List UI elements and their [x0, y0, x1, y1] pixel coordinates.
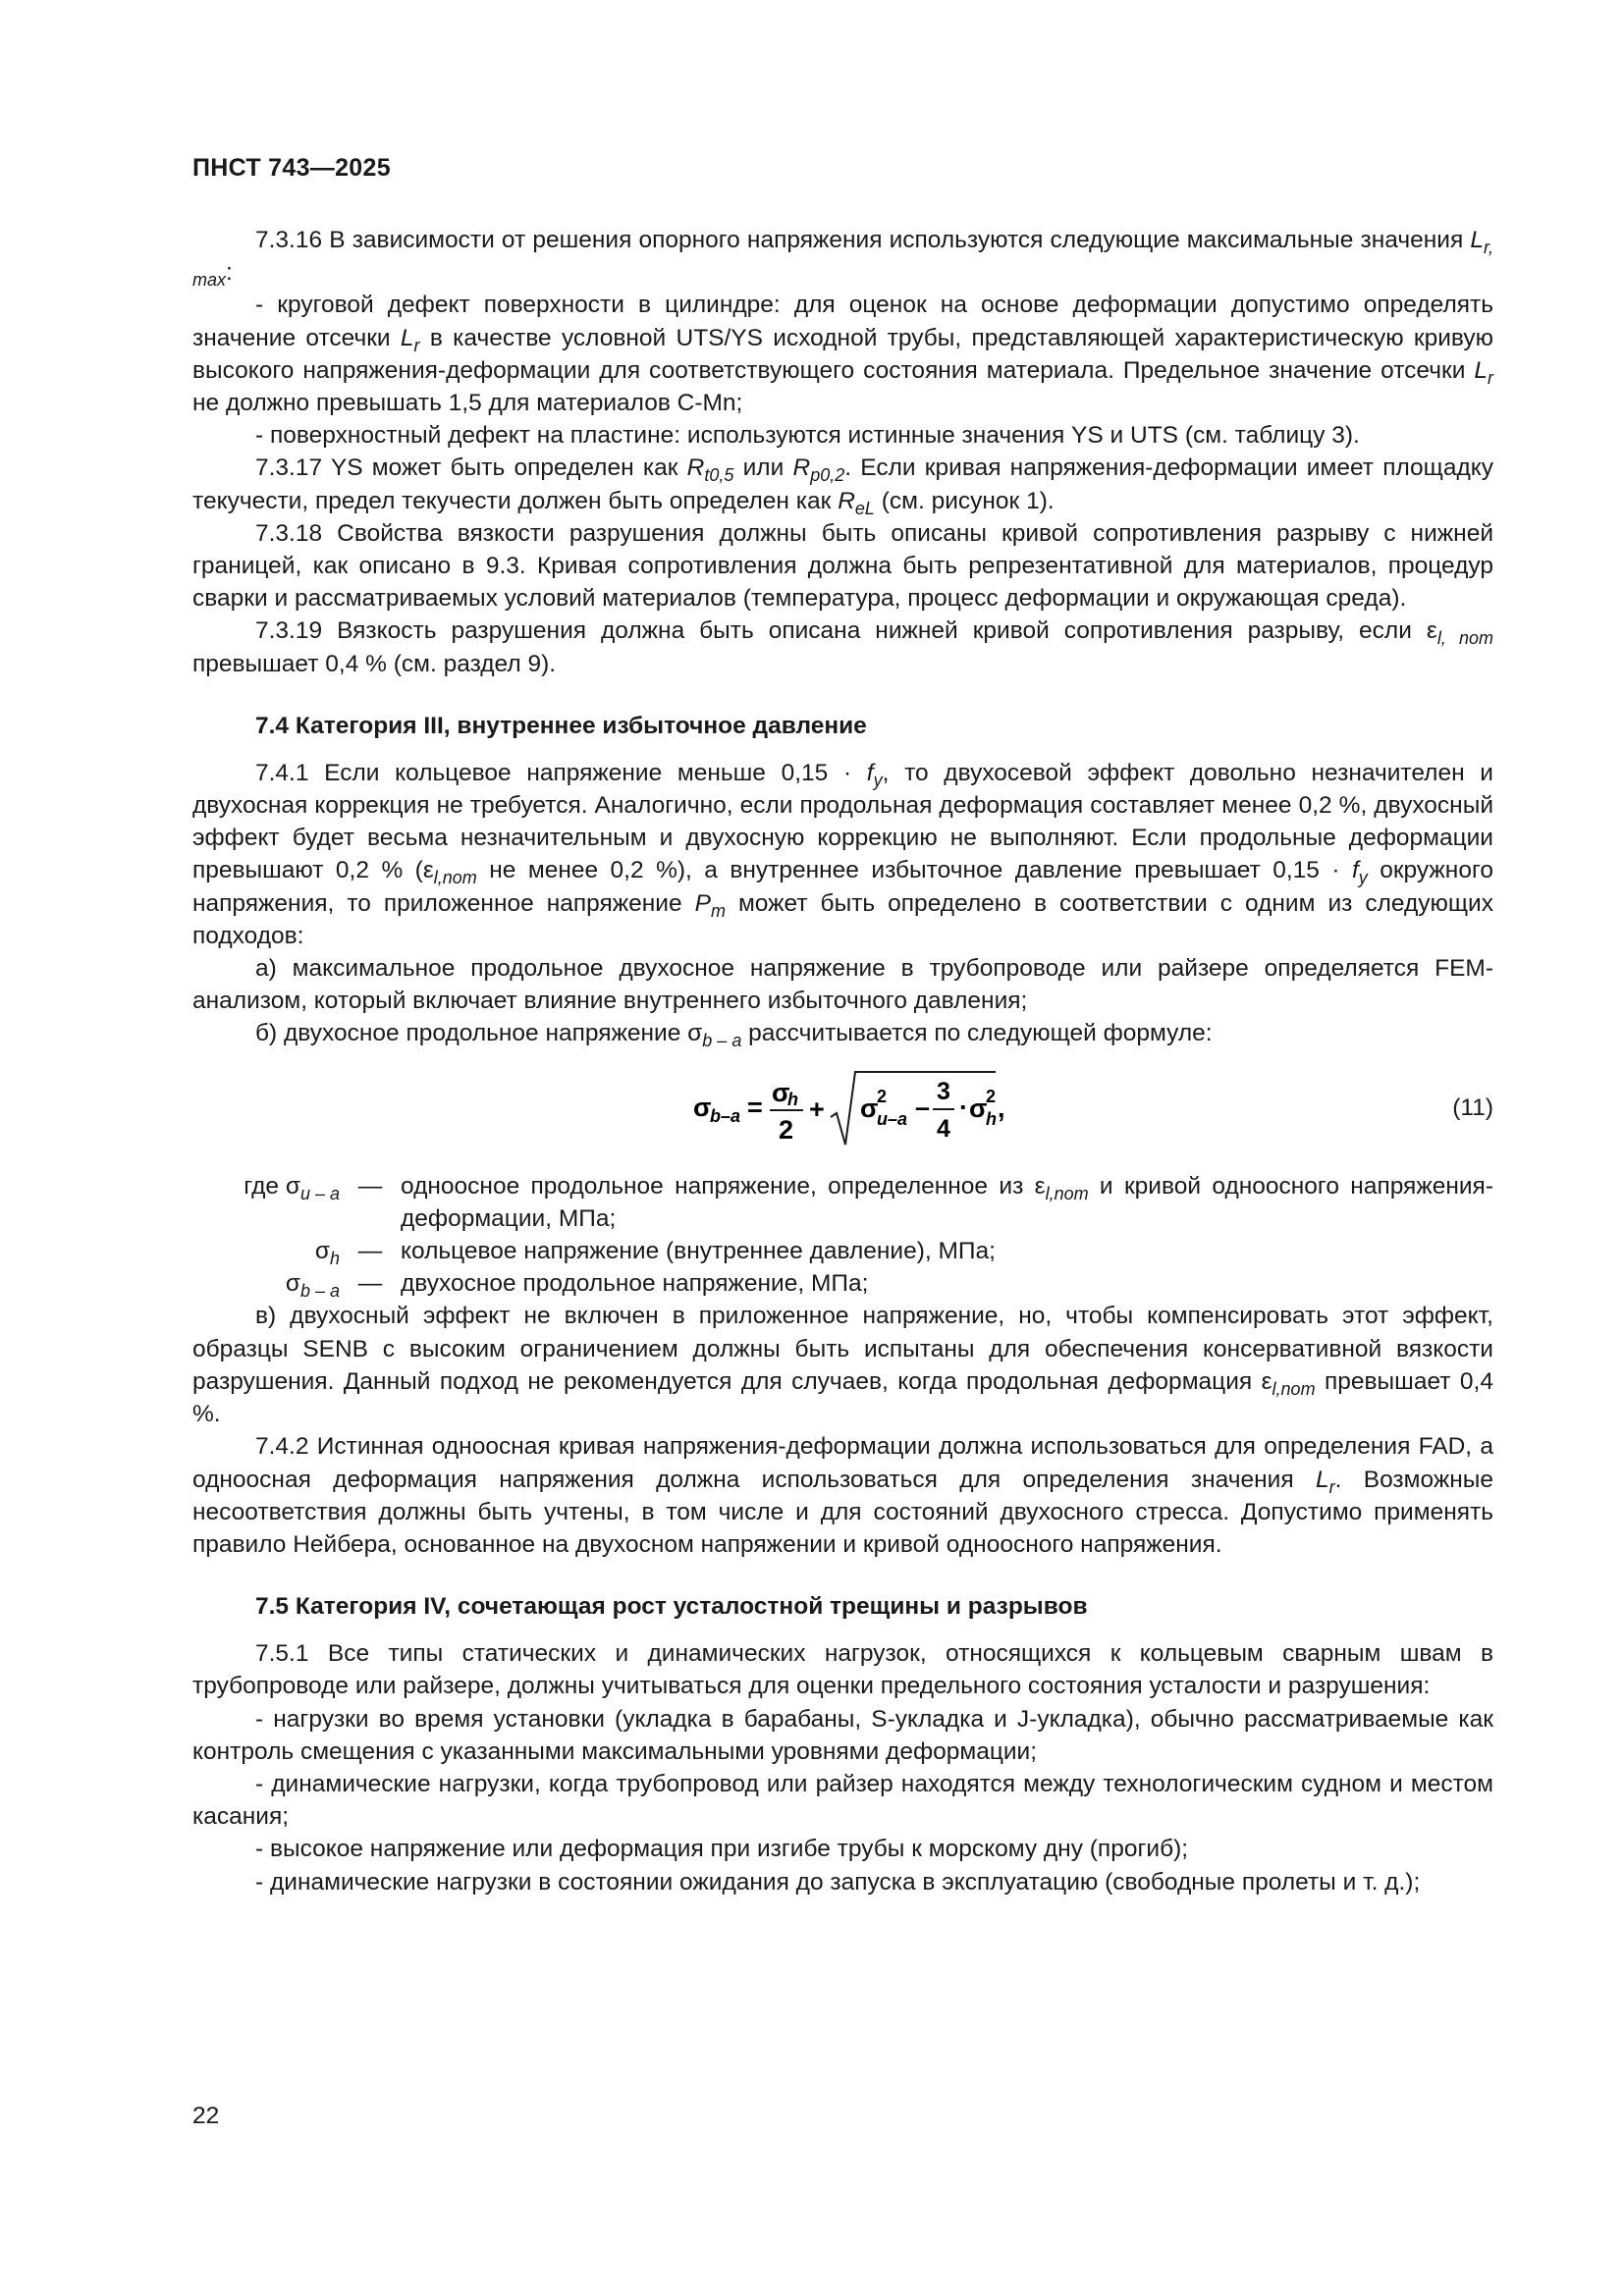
list-item-waiting-loads: - динамические нагрузки в состоянии ожидания до запуска в эксплуатацию (свободные пролеты и т. д.); — [255, 1868, 1421, 1896]
paragraph-7-3-16: 7.3.16 В зависимости от решения опорного напряжения используются следующие максимальные значения $L_{r, max}$: — [192, 227, 1493, 291]
where-explanations — [192, 1170, 1493, 1301]
section-heading-7-4: 7.4 Категория III, внутреннее избыточное давление — [255, 712, 867, 739]
formula-dot: · — [959, 1092, 968, 1122]
document-header: ПНСТ 743—2025 — [192, 154, 391, 182]
paragraph-7-3-18: 7.3.18 Свойства вязкости разрушения должны быть описаны кривой сопротивления разрыву с нижней границей, как описано в 9.3. Кривая сопротивления должна быть репрезентативной для материалов, процедур сварки и рассматриваемых условий материалов (температура, процесс деформации и окружающая среда). — [192, 519, 1493, 613]
formula-plus: + — [809, 1094, 825, 1124]
formula-lhs-sigma: σ — [693, 1092, 712, 1122]
formula-number: (11) — [1452, 1094, 1493, 1121]
list-item-c: в) двухосный эффект не включен в приложенное напряжение, но, чтобы компенсировать этот эффект, образцы SENB с высоким ограничением должны быть испытаны для обеспечения консервативной вязкости разрушения. Данный подход не рекомендуется для случаев, когда продольная деформация $\varepsilon_{l,nom}$ превышает 0,4 %. — [192, 1303, 1493, 1428]
formula-sigma-h-sub: h — [986, 1108, 997, 1129]
formula-denominator: 2 — [779, 1114, 794, 1145]
bullet-surface-defect: - поверхностный дефект на пластине: используются истинные значения YS и UTS (см. таблицу 3). — [255, 422, 1360, 450]
paragraph-7-3-17: 7.3.17 YS может быть определен как $R_{t0,5}$ или $R_{p0,2}$. Если кривая напряжения-деформации имеет площадку текучести, предел текучести должен быть определен как $R_{eL}$ (см. рисунок 1). — [192, 454, 1493, 518]
list-item-bending-stress: - высокое напряжение или деформация при изгибе трубы к морскому дну (прогиб); — [255, 1836, 1189, 1863]
formula-expression — [683, 1060, 1233, 1158]
formula-sigma-ua-sup: 2 — [877, 1086, 888, 1106]
list-item-a: а) максимальное продольное двухосное напряжение в трубопроводе или райзере определяется FEM-анализом, который включает влияние внутреннего избыточного давления; — [192, 955, 1493, 1015]
paragraph-7-4-2: 7.4.2 Истинная одноосная кривая напряжения-деформации должна использоваться для определения FAD, а одноосная деформация напряжения должна использоваться для определения значения $L_r$. Возможные несоответствия должны быть учтены, в том числе и для состояний двухосного стресса. Допустимо применять правило Нейбера, основанное на двухосном напряжении и кривой одноосного напряжения. — [192, 1433, 1493, 1558]
formula-minus: – — [915, 1092, 931, 1122]
page-content — [192, 224, 1493, 1898]
paragraph-7-5-1: 7.5.1 Все типы статических и динамических нагрузок, относящихся к кольцевым сварным швам в трубопроводе или райзере, должны учитываться для оценки предельного состояния усталости и разрушения: — [192, 1640, 1493, 1700]
where-prefix: где σ — [244, 1172, 300, 1200]
where-row-sigma-ba: $\sigma_{b - a}$ — двухосное продольное напряжение, МПа; — [285, 1270, 869, 1302]
formula-sigma-ua: σ — [860, 1093, 879, 1123]
list-item-dynamic-loads: - динамические нагрузки, когда трубопровод или райзер находятся между технологическим судном и местом касания; — [192, 1770, 1493, 1831]
where-row-sigma-h: $\sigma_h$ — кольцевое напряжение (внутреннее давление), МПа; — [314, 1238, 996, 1269]
formula-frac-den: 4 — [937, 1114, 950, 1143]
list-item-b: б) двухосное продольное напряжение $\sigma_{b - a}$ рассчитывается по следующей формуле: — [255, 1020, 1213, 1051]
formula-11 — [192, 1060, 1493, 1158]
list-item-installation-loads: - нагрузки во время установки (укладка в барабаны, S-укладка и J-укладка), обычно рассматриваемые как контроль смещения с указанными максимальными уровнями деформации; — [192, 1705, 1493, 1765]
formula-lhs-sub: b–a — [710, 1105, 741, 1126]
formula-comma: , — [998, 1093, 1005, 1123]
formula-frac-num: 3 — [937, 1077, 950, 1105]
section-heading-7-5: 7.5 Категория IV, сочетающая рост усталостной трещины и разрывов — [255, 1593, 1088, 1621]
page-number: 22 — [192, 2103, 220, 2129]
paragraph-7-3-19: 7.3.19 Вязкость разрушения должна быть описана нижней кривой сопротивления разрыву, если $\varepsilon_{l, nom}$ превышает 0,4 % (см. раздел 9). — [192, 617, 1493, 677]
paragraph-7-4-1: 7.4.1 Если кольцевое напряжение меньше $0,15 \cdot f_y$, то двухосевой эффект довольно незначителен и двухосная коррекция не требуется. Аналогично, если продольная деформация составляет менее 0,2 %, двухосный эффект будет весьма незначительным и двухосную коррекцию не выполняют. Если продольные деформации превышают 0,2 % ($\varepsilon_{l,nom}$ не менее 0,2 %), а внутреннее избыточное давление превышает $0,15 \cdot f_y$ окружного напряжения, то приложенное напряжение $P_m$ может быть определено в соответствии с одним из следующих подходов: — [192, 759, 1493, 949]
formula-num-sigma: σ — [772, 1077, 790, 1107]
formula-num-sub: h — [787, 1089, 798, 1109]
formula-sigma-h-sup: 2 — [986, 1086, 997, 1106]
formula-sigma-h: σ — [969, 1093, 988, 1123]
bullet-circular-defect: - круговой дефект поверхности в цилиндре: для оценок на основе деформации допустимо определять значение отсечки $L_r$ в качестве условной UTS/YS исходной трубы, представляющей характеристическую кривую высокого напряжения-деформации для соответствующего состояния материала. Предельное значение отсечки $L_r$ не должно превышать 1,5 для материалов C-Mn; — [192, 292, 1493, 417]
where-row-sigma-ua: где $\sigma_{u - a}$ — одноосное продольное напряжение, определенное из $\varepsilon_{l,nom}$ и кривой одноосного напряжения-деформации, МПа; — [244, 1172, 1493, 1232]
formula-equals: = — [747, 1092, 763, 1122]
formula-sigma-ua-sub: u–a — [877, 1108, 908, 1129]
